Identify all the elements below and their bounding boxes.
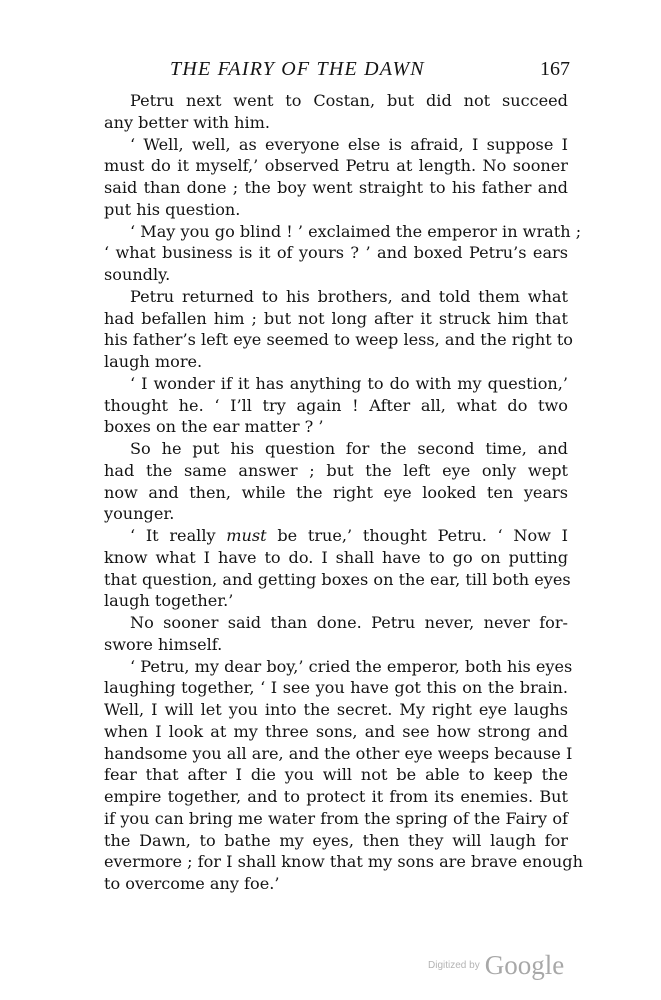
text-line: ‘ Well, well, as everyone else is afraid, I suppose I	[130, 134, 568, 154]
digitized-by-google-watermark	[428, 950, 564, 980]
text-line: said than done ; the boy went straight to his father and	[104, 178, 568, 197]
text-line: So he put his question for the second time, and	[130, 439, 568, 458]
page-number: 167	[540, 58, 570, 80]
text-line: to overcome any foe.’	[104, 874, 280, 893]
text-line: ‘ May you go blind ! ’ exclaimed the emperor in wrath ;	[130, 221, 582, 241]
text-line: handsome you all are, and the other eye weeps because I	[104, 743, 573, 763]
page-header	[170, 58, 570, 82]
paragraph-3	[78, 221, 582, 286]
text-line: laugh together.’	[104, 591, 234, 611]
text-line: Petru next went to Costan, but did not succeed	[130, 91, 568, 110]
text-line: swore himself.	[104, 634, 223, 654]
text-line: thought he. ‘ I’ll try again ! After all, what do two	[104, 395, 568, 415]
text-line: empire together, and to protect it from its enemies. But	[104, 787, 568, 806]
watermark-prefix: Digitized by	[428, 960, 480, 971]
google-logo: Google	[484, 950, 565, 980]
text-line: Petru returned to his brothers, and told them what	[130, 286, 568, 306]
text-line: now and then, while the right eye looked ten years	[104, 482, 568, 502]
text-line: ‘ what business is it of yours ? ’ and boxed Petru’s ears	[104, 243, 568, 263]
paragraph-6	[78, 438, 568, 525]
emphasis-must: must	[226, 526, 267, 545]
text-line: that question, and getting boxes on the ear, till both eyes	[104, 569, 571, 589]
text-line	[78, 525, 568, 547]
text-segment: ‘ It really	[130, 526, 227, 545]
paragraph-8	[78, 612, 568, 656]
paragraph-2	[78, 134, 568, 221]
running-title: THE FAIRY OF THE DAWN	[170, 58, 425, 80]
text-line: No sooner said than done. Petru never, never for-	[130, 613, 568, 632]
text-segment: be true,’ thought Petru. ‘ Now I	[266, 526, 568, 545]
paragraph-7	[78, 525, 571, 612]
text-line: laugh more.	[104, 352, 203, 371]
text-line: put his question.	[104, 199, 241, 219]
paragraph-1	[78, 90, 568, 134]
paragraph-4	[78, 286, 573, 373]
text-line: laughing together, ‘ I see you have got this on the brain.	[104, 678, 568, 698]
paragraph-9	[78, 656, 583, 895]
text-line: had the same answer ; but the left eye only wept	[104, 460, 568, 480]
text-line: evermore ; for I shall know that my sons are brave enough	[104, 852, 583, 872]
text-line: ‘ I wonder if it has anything to do with my question,’	[130, 373, 568, 393]
text-line: the Dawn, to bathe my eyes, then they will laugh for	[104, 830, 568, 850]
text-line: if you can bring me water from the spring of the Fairy of	[104, 808, 568, 828]
text-line: had befallen him ; but not long after it struck him that	[104, 308, 568, 328]
body-text	[78, 90, 583, 895]
text-line: know what I have to do. I shall have to go on putting	[104, 547, 568, 567]
text-line: must do it myself,’ observed Petru at length. No sooner	[104, 156, 568, 176]
text-line: boxes on the ear matter ? ’	[104, 417, 324, 437]
text-line: soundly.	[104, 265, 171, 284]
text-line: younger.	[104, 504, 175, 524]
text-line: fear that after I die you will not be able to keep the	[104, 765, 568, 785]
text-line: his father’s left eye seemed to weep less, and the right to	[104, 330, 573, 350]
text-line: ‘ Petru, my dear boy,’ cried the emperor, both his eyes	[130, 656, 573, 676]
text-line: when I look at my three sons, and see how strong and	[104, 721, 568, 741]
text-line: Well, I will let you into the secret. My right eye laughs	[104, 700, 568, 719]
text-line: any better with him.	[104, 112, 271, 132]
paragraph-5	[78, 373, 568, 438]
